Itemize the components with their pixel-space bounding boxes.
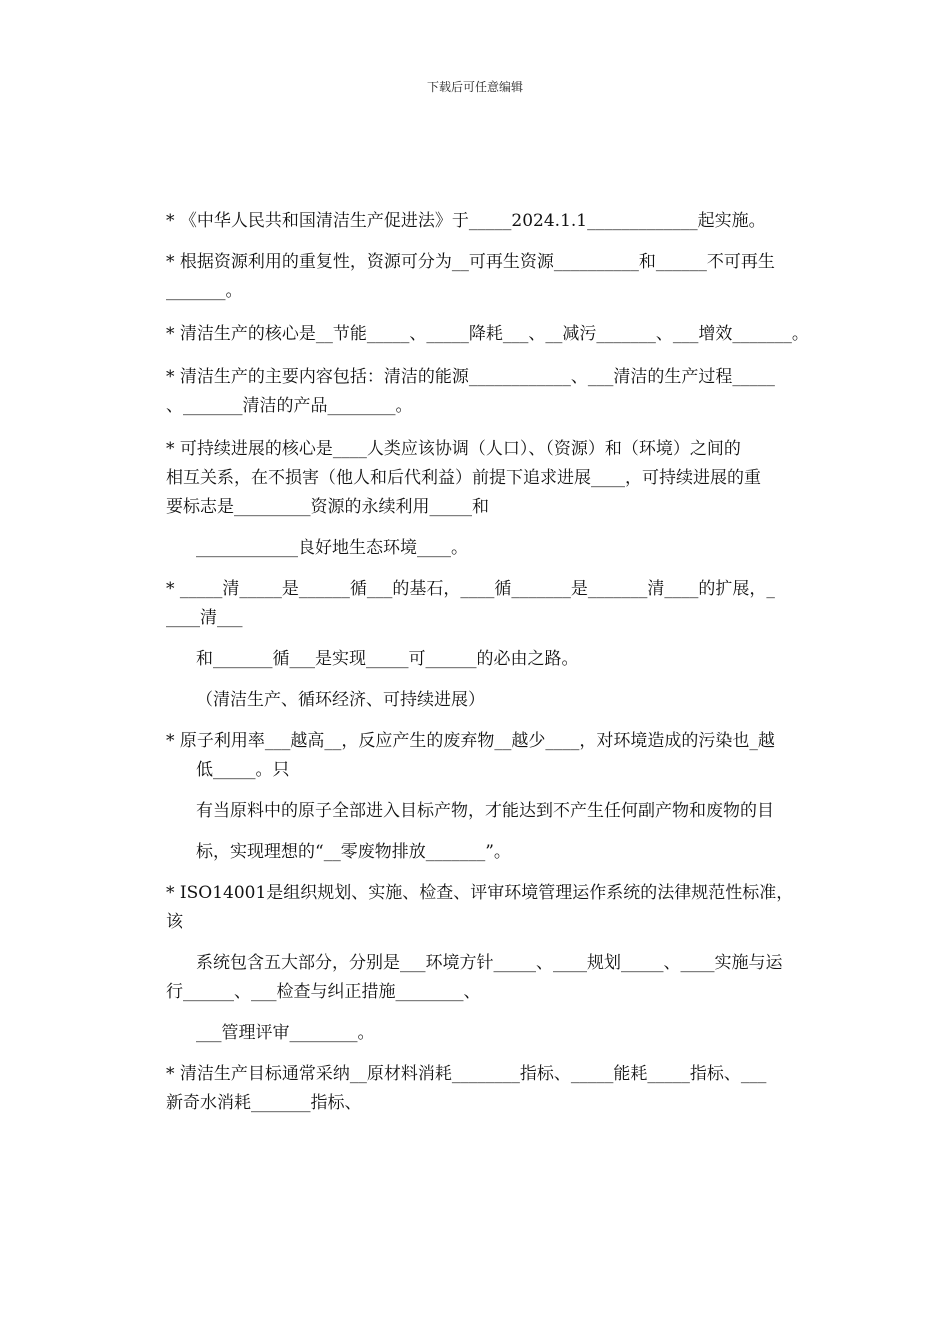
item-atom-utilization-cont3: 标，实现理想的“__零废物排放_______”。	[196, 842, 511, 862]
item-resource-classification-cont: _______。	[166, 281, 243, 301]
item-iso14001-cont1: 该	[166, 912, 183, 932]
item-clean-production-targets: * 清洁生产目标通常采纳__原材料消耗________指标、_____能耗_____指标、___	[166, 1064, 767, 1084]
item-clean-production-targets-cont: 新奇水消耗_______指标、	[166, 1093, 362, 1113]
item-atom-utilization-cont1: 低_____。只	[196, 760, 290, 780]
item-clean-production-law: * 《中华人民共和国清洁生产促进法》于_____2024.1.1_____________起实施。	[166, 211, 766, 231]
item-clean-production-content: * 清洁生产的主要内容包括：清洁的能源____________、___清洁的生产过程_____	[166, 367, 775, 387]
item-atom-utilization: * 原子利用率___越高__，反应产生的废弃物__越少____，对环境造成的污染也_越	[166, 731, 775, 751]
page-header: 下载后可任意编辑	[426, 80, 523, 94]
document-body	[166, 207, 878, 1118]
item-iso14001-cont4: ___管理评审________。	[196, 1023, 375, 1043]
item-sustainable-development-cont3: ____________良好地生态环境____。	[196, 538, 468, 558]
item-cycle-relationship-cont1: ____清___	[166, 608, 243, 628]
item-sustainable-development: * 可持续进展的核心是____人类应该协调（人口）、（资源）和（环境）之间的	[166, 439, 741, 459]
item-cycle-relationship: * _____清_____是______循___的基石，____循_______是_______清____的扩展，_	[166, 579, 775, 599]
item-clean-production-content-cont: 、_______清洁的产品________。	[166, 396, 413, 416]
item-cycle-relationship-answer: （清洁生产、循环经济、可持续进展）	[196, 690, 485, 710]
item-iso14001: * ISO14001是组织规划、实施、检查、评审环境管理运作系统的法律规范性标准，	[166, 883, 794, 903]
item-resource-classification: * 根据资源利用的重复性，资源可分为__可再生资源__________和______不可再生	[166, 252, 775, 272]
item-cycle-relationship-cont2: 和_______循___是实现_____可______的必由之路。	[196, 649, 579, 669]
item-sustainable-development-cont2: 要标志是_________资源的永续利用_____和	[166, 497, 489, 517]
item-iso14001-cont3: 行______、___检查与纠正措施________、	[166, 982, 481, 1002]
item-clean-production-core: * 清洁生产的核心是__节能_____、_____降耗___、__减污_______、___增效_______。	[166, 324, 809, 344]
item-atom-utilization-cont2: 有当原料中的原子全部进入目标产物，才能达到不产生任何副产物和废物的目	[196, 801, 774, 821]
item-iso14001-cont2: 系统包含五大部分，分别是___环境方针_____、____规划_____、____实施与运	[196, 953, 783, 973]
item-sustainable-development-cont1: 相互关系，在不损害（他人和后代利益）前提下追求进展____，可持续进展的重	[166, 468, 761, 488]
